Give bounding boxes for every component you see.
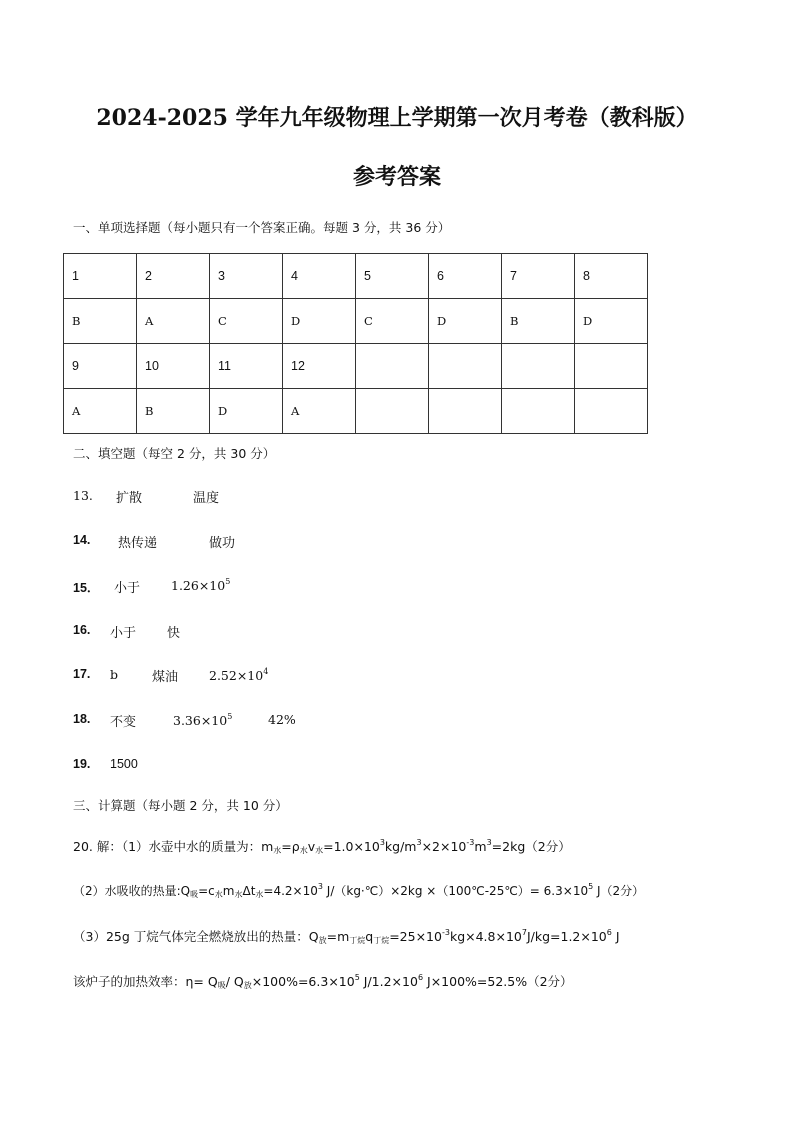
answer-text: b [110,667,119,682]
table-cell: A [64,389,137,434]
answer-text: 小于 [110,626,137,641]
table-row [64,254,648,299]
table-cell: 11 [210,344,283,389]
table-cell: 8 [575,254,648,299]
table-cell: D [283,299,356,344]
answer-text: 快 [167,626,181,641]
item-number: 14. [73,533,91,547]
table-cell: D [429,299,502,344]
table-cell: C [210,299,283,344]
table-cell [356,344,429,389]
answer-value: $1.26\times 10^5$ [171,577,231,593]
item-number: 16. [73,623,91,637]
table-cell [429,344,502,389]
table-cell: A [137,299,210,344]
table-cell: B [502,299,575,344]
table-row [64,389,648,434]
table-cell [356,389,429,434]
solution-line-2: （2）水吸收的热量$:Q_吸=c_水m_水\Delta t_水=4.2\times 10^3$ J/（kg·℃）×2kg ×（100℃-25℃）= $6.3\times 10^5$ J（2分） [73,882,645,899]
table-cell: 5 [356,254,429,299]
table-cell: 6 [429,254,502,299]
table-row [64,344,648,389]
answer-text: 煤油 [152,670,179,685]
answer-value: $2.52\times 10^4$ [209,667,269,683]
table-cell: 12 [283,344,356,389]
table-cell: 2 [137,254,210,299]
answer-text: 扩散 [116,491,143,506]
answer-text: 温度 [193,491,220,506]
answer-table [63,253,648,434]
table-cell: 1 [64,254,137,299]
table-cell [429,389,502,434]
table-cell: D [210,389,283,434]
item-number: 17. [73,667,91,681]
section3-heading: 三、计算题（每小题 2 分，共 10 分） [73,798,288,813]
item-number: 13. [73,488,93,503]
answer-text: 热传递 [118,536,158,551]
solution-line-1: 20. 解：（1）水壶中水的质量为：$m_水=\rho_水v_水=1.0\times 10^3kg/m^3\times 2\times 10^{-3}m^3=2kg(2$分） [73,838,571,855]
section2-heading: 二、填空题（每空 2 分，共 30 分） [73,446,276,461]
item-number: 15． [73,581,100,595]
answer-text: 不变 [110,715,137,730]
table-cell [502,389,575,434]
answer-text: 42% [268,712,296,727]
table-cell: 10 [137,344,210,389]
solution-line-3: （3）25g 丁烷气体完全燃烧放出的热量：$Q_放=m_{丁烷}q_{丁烷}=25\times 10^{-3}kg\times 4.8\times 10^7J/kg=1.2\times 10^6$ J [73,928,620,945]
page-subtitle: 参考答案 [352,164,441,190]
item-number: 18. [73,712,91,726]
solution-line-4: 该炉子的加热效率：$\eta= Q_吸/$ $Q_放\times 100\%=6.3\times 10^5$ $J/1.2\times 10^6$ J×100%=52.5%（2分） [73,973,573,990]
table-cell [575,344,648,389]
answer-text: 1500 [110,757,138,771]
table-cell: 4 [283,254,356,299]
answer-text: 小于 [114,581,141,596]
page-title: 2024-2025 学年九年级物理上学期第一次月考卷（教科版） [96,105,698,131]
table-cell [575,389,648,434]
table-cell: A [283,389,356,434]
answer-text: 做功 [209,536,236,551]
table-cell: 7 [502,254,575,299]
table-cell: 3 [210,254,283,299]
table-cell: D [575,299,648,344]
table-cell: B [64,299,137,344]
item-number: 19. [73,757,91,771]
table-cell [502,344,575,389]
table-cell: 9 [64,344,137,389]
table-row [64,299,648,344]
section1-heading: 一、单项选择题（每小题只有一个答案正确。每题 3 分，共 36 分） [73,220,451,235]
table-cell: C [356,299,429,344]
answer-value: $3.36\times 10^5$ [173,712,233,728]
table-cell: B [137,389,210,434]
